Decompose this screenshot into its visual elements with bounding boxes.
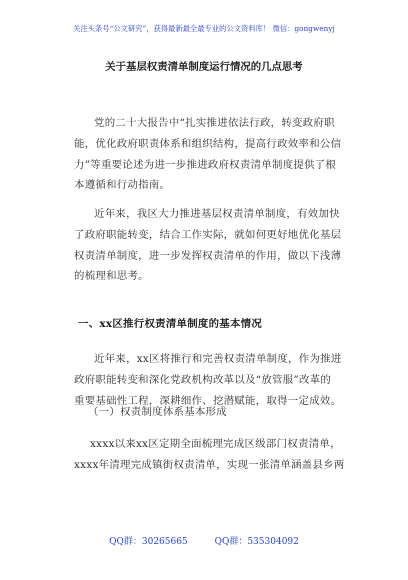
document-title: 关于基层权责清单制度运行情况的几点思考 [105,61,303,73]
paragraph-2 [74,204,340,287]
header-notice: 关注头条号“公文研究”，获得最新最全最专业的公文资料库！ 微信：gongwenyj [73,24,335,33]
paragraph-line: 党的二十大报告中“扎实推进依法行政，转变政府职 [94,117,335,129]
paragraph-line: 了政府职能转变，结合工作实际，就如何更好地优化基层 [74,228,342,241]
qq-group-2: QQ群：535304092 [214,537,299,547]
paragraph-line: xxxx年清理完成镇街权责清单，实现一张清单涵盖县乡两 [74,458,345,471]
paragraph-line: 的梳理和思考。 [74,270,149,283]
paragraph-line: 近年来，我区大力推进基层权责清单制度，有效加快 [94,208,340,220]
paragraph-line: 近年来，xx区将推行和完善权责清单制度，作为推进 [94,353,342,365]
paragraph-1 [74,113,340,196]
footer [0,534,408,547]
qq-group-1: QQ群：30265665 [109,537,188,547]
paragraph-line: 本遵循和行动指南。 [74,179,171,192]
paragraph-line: 权责清单制度，进一步发挥权责清单的作用，做以下浅薄 [74,249,342,262]
paragraph-line: 能，优化政府职责体系和组织结构，提高行政效率和公信 [74,137,342,150]
section-heading: 一、xx区推行权责清单制度的基本情况 [78,318,263,330]
paragraph-line: 政府职能转变和深化党政机构改革以及“放管服”改革的 [74,373,332,386]
sub-heading: （一）权责制度体系基本形成 [88,406,227,418]
paragraph-line: 重要基础性工程，深耕细作、挖潜赋能，取得一定成效。 [74,394,342,407]
paragraph-line: 力”等重要论述为进一步推进政府权责清单制度提供了根 [74,158,337,171]
paragraph-line: xxxx以来xx区定期全面梳理完成区级部门权责清单， [90,438,341,450]
paragraph-4 [74,434,350,476]
